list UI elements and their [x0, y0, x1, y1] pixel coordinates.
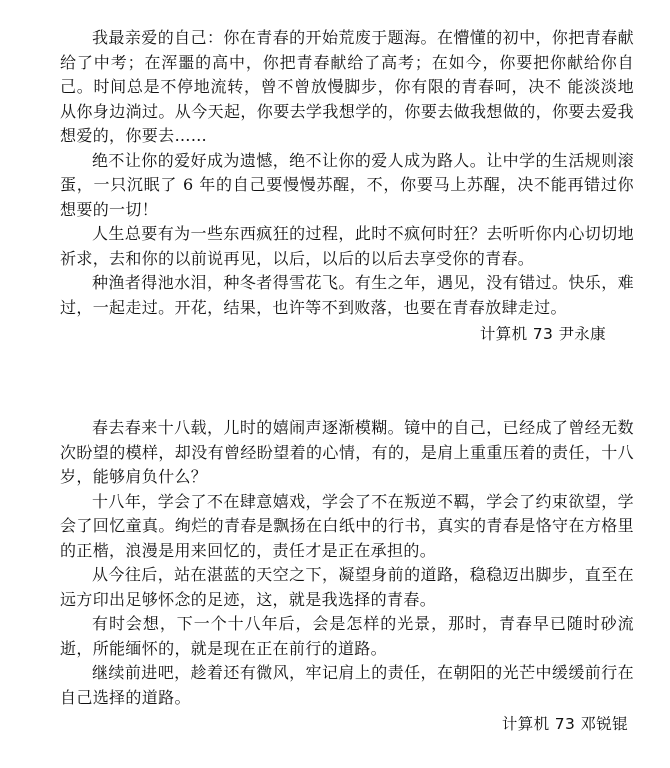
- essay-2: [60, 416, 634, 736]
- essay-1-author: 计算机 73 尹永康: [479, 325, 606, 343]
- essay-1-paragraph-2: 绝不让你的爱好成为遗憾，绝不让你的爱人成为路人。让中学的生活规则滚蛋，一只沉眠了 6 年的自己要慢慢苏醒，不，你要马上苏醒，决不能再错过你想要的一切！: [60, 150, 634, 219]
- essay-2-author: 计算机 73 邓锐锟: [501, 715, 628, 733]
- essay-1-paragraph-3: 人生总要有为一些东西疯狂的过程，此时不疯何时狂？去听听你内心切切地祈求，去和你的以前说再见，以后，以后的以后去享受你的青春。: [60, 224, 634, 268]
- essay-1-paragraph-4: 种渔者得池水泪，种冬者得雪花飞。有生之年，遇见，没有错过。快乐，难过，一起走过。开花，结果，也许等不到败落，也要在青春放肆走过。: [60, 273, 634, 317]
- document-page: [60, 26, 634, 736]
- essay-divider-space: [60, 346, 634, 416]
- essay-2-paragraph-1: 春去春来十八载，儿时的嬉闹声逐渐模糊。镜中的自己，已经成了曾经无数次盼望的模样，却没有曾经盼望着的心情，有的，是肩上重重压着的责任，十八岁，能够肩负什么？: [60, 418, 634, 486]
- essay-2-paragraph-5: 继续前进吧，趁着还有微风，牢记肩上的责任，在朝阳的光芒中缓缓前行在自己选择的道路。: [60, 663, 634, 707]
- essay-2-paragraph-4: 有时会想，下一个十八年后，会是怎样的光景，那时，青春早已随时砂流逝，所能缅怀的，就是现在正在前行的道路。: [60, 614, 634, 658]
- essay-2-paragraph-3: 从今往后，站在湛蓝的天空之下，凝望身前的道路，稳稳迈出脚步，直至在远方印出足够怀念的足迹，这，就是我选择的青春。: [60, 565, 634, 609]
- essay-2-paragraph-2: 十八年，学会了不在肆意嬉戏，学会了不在叛逆不羁，学会了约束欲望，学会了回忆童真。绚烂的青春是飘扬在白纸中的行书，真实的青春是恪守在方格里的正楷，浪漫是用来回忆的，责任才是正在承担的。: [60, 491, 634, 560]
- essay-1: [60, 26, 634, 346]
- essay-1-paragraph-1: 我最亲爱的自己：你在青春的开始荒废于题海。在懵懂的初中，你把青春献给了中考；在浑噩的高中，你把青春献给了高考；在如今，你要把你献给你自己。时间总是不停地流转，曾不曾放慢脚步，你有限的青春呵，决不 能淡淡地从你身边淌过。从今天起，你要去学我想学的，你要去做我想做的，你要去爱我想爱的，你要去……: [60, 28, 634, 145]
